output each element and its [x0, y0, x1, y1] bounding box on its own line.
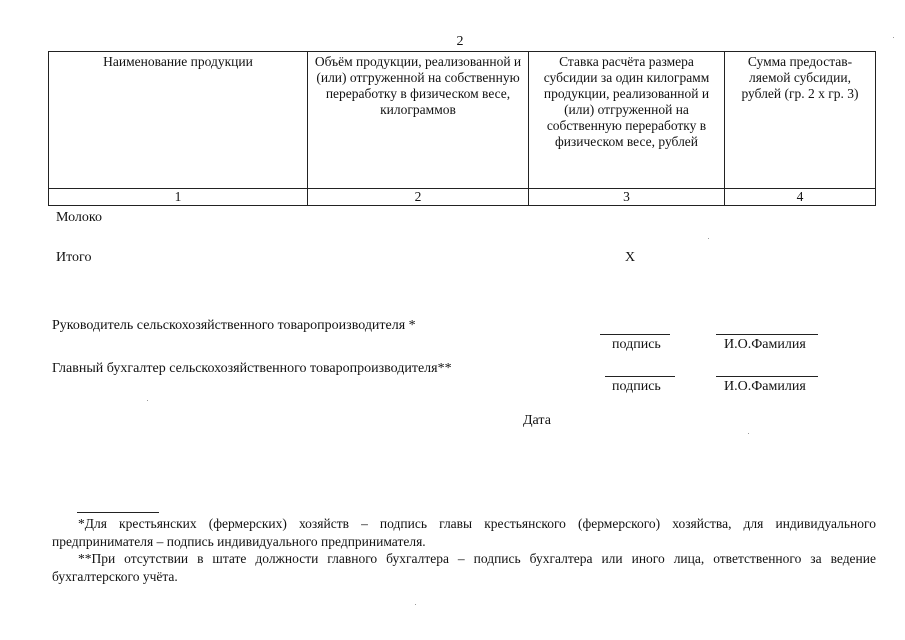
scan-speck: [708, 238, 709, 239]
header-product-volume: Объём продукции, реализованной и (или) отгруженной на собственную переработку в физическом весе, килограммов: [308, 52, 529, 189]
column-number-row: [49, 189, 876, 206]
column-number: 1: [49, 189, 308, 206]
accountant-name-line: [716, 376, 818, 377]
accountant-signature-label: Главный бухгалтер сельскохозяйственного товаропроизводителя**: [52, 361, 452, 376]
header-subsidy-amount: Сумма предостав-ляемой субсидии, рублей (гр. 2 х гр. 3): [725, 52, 876, 189]
footnote-first: *Для крестьянских (фермерских) хозяйств – подпись главы крестьянского (фермерского) хозяйства, для индивидуального предпринимателя – подпись индивидуального предпринимателя.: [52, 516, 876, 549]
scan-speck: [893, 37, 894, 38]
subsidy-table: [48, 51, 876, 206]
accountant-signature-line: [605, 376, 675, 377]
date-label: Дата: [523, 413, 551, 428]
manager-name-line: [716, 334, 818, 335]
footnote-separator: [77, 512, 159, 513]
scan-speck: [147, 400, 148, 401]
column-number: 2: [308, 189, 529, 206]
manager-signature-label: Руководитель сельскохозяйственного товаропроизводителя *: [52, 318, 416, 333]
column-number: 4: [725, 189, 876, 206]
scan-speck: [748, 433, 749, 434]
column-number: 3: [529, 189, 725, 206]
page-number: 2: [456, 34, 464, 49]
accountant-signature-caption: подпись: [612, 379, 661, 394]
header-product-name: Наименование продукции: [49, 52, 308, 189]
manager-signature-line: [600, 334, 670, 335]
header-subsidy-rate: Ставка расчёта размера субсидии за один килограмм продукции, реализованной и (или) отгруженной на собственную переработку в физическом весе, рублей: [529, 52, 725, 189]
table-header-row: [49, 52, 876, 189]
manager-signature-caption: подпись: [612, 337, 661, 352]
total-row-label: Итого: [56, 250, 92, 265]
total-rate-mark: Х: [625, 250, 636, 265]
manager-name-caption: И.О.Фамилия: [724, 337, 806, 352]
scan-speck: [415, 604, 416, 605]
footnote-second: **При отсутствии в штате должности главного бухгалтера – подпись бухгалтера или иного лица, ответственного за ведение бухгалтерского учёта.: [52, 551, 876, 584]
accountant-name-caption: И.О.Фамилия: [724, 379, 806, 394]
milk-row-label: Молоко: [56, 210, 102, 225]
